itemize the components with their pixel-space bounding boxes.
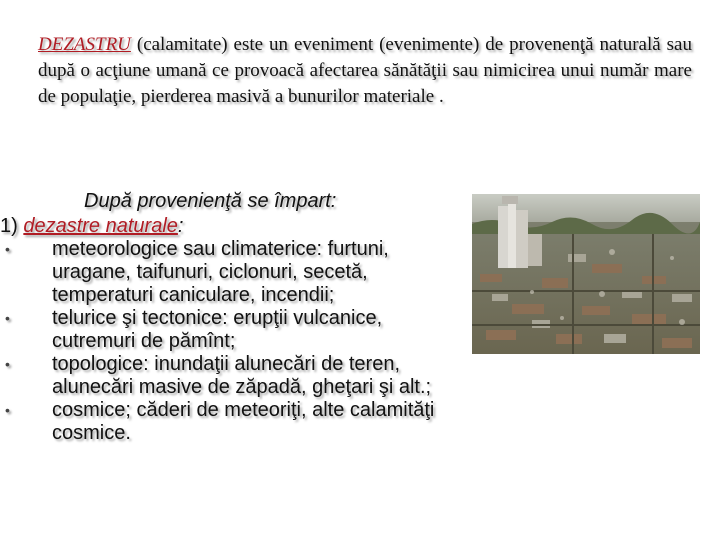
list-item-text: cosmice; căderi de meteoriţi, alte calamităţi cosmice. xyxy=(52,399,435,444)
definition-term: DEZASTRU xyxy=(38,34,131,55)
list-item-text: meteorologice sau climaterice: furtuni, uragane, taifunuri, ciclonuri, secetă, temperaturi caniculare, incendii; xyxy=(52,238,389,306)
natural-disasters-group xyxy=(0,215,470,238)
group-colon: : xyxy=(177,215,184,237)
bullet-icon: • xyxy=(5,356,10,372)
list-item-text: telurice şi tectonice: erupţii vulcanice, cutremuri de pămînt; xyxy=(52,307,383,352)
list-item xyxy=(0,399,470,445)
disaster-aerial-photo xyxy=(472,194,700,354)
classification-heading: După provenienţă se împart: xyxy=(84,190,337,212)
bullet-icon: • xyxy=(5,241,10,257)
classification-section xyxy=(0,190,470,445)
definition-text: (calamitate) este un eveniment (evenimente) de provenenţă naturală sau după o acţiune umană ce provoacă afectarea sănătăţii sau nimicirea unui număr mare de populaţie, pierderea masivă a bunurilor materiale . xyxy=(38,34,692,107)
group-label: dezastre naturale xyxy=(23,215,178,237)
list-item-text: topologice: inundaţii alunecări de teren, alunecări masive de zăpadă, gheţari şi alt.; xyxy=(52,353,432,398)
bullet-icon: • xyxy=(5,402,10,418)
list-item xyxy=(0,307,470,353)
list-item xyxy=(0,238,470,307)
group-number: 1) xyxy=(0,215,24,237)
definition-paragraph xyxy=(38,32,692,110)
bullet-icon: • xyxy=(5,310,10,326)
list-item xyxy=(0,353,470,399)
disaster-types-list xyxy=(0,238,470,445)
